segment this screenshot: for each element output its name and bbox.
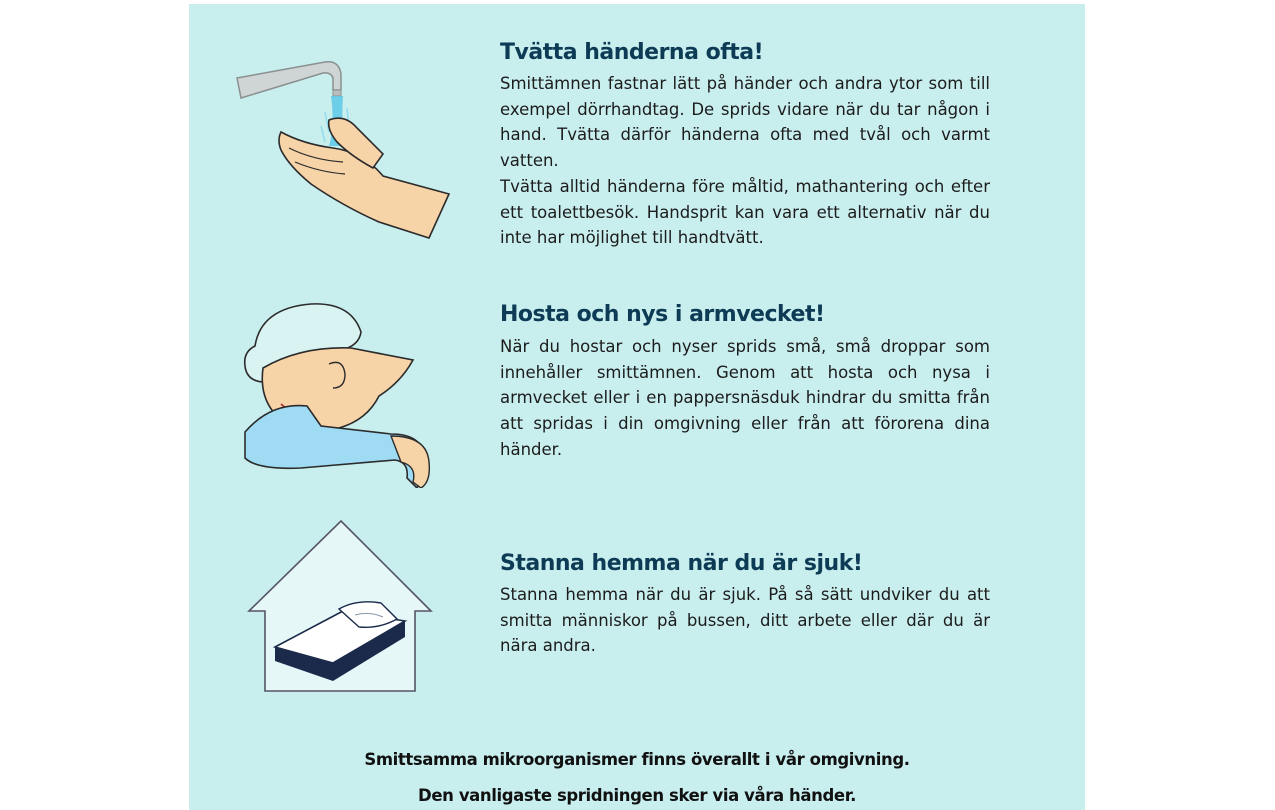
section-title-sneeze: Hosta och nys i armvecket! <box>500 302 825 327</box>
footer-line-2: Den vanligaste spridningen sker via våra händer. <box>418 786 856 805</box>
section-body-handwashing-2: Tvätta alltid händerna före måltid, mathantering och efter ett toalettbesök. Handsprit kan vara ett alternativ när du inte har möjlighet till handtvätt. <box>500 177 990 248</box>
house-with-bed-icon <box>247 519 433 695</box>
section-title-stay-home: Stanna hemma när du är sjuk! <box>500 551 863 576</box>
section-body-handwashing-1: Smittämnen fastnar lätt på händer och andra ytor som till exempel dörrhandtag. De sprids vidare när du tar någon i hand. Tvätta därför händerna ofta med tvål och varmt vatten. <box>500 74 990 171</box>
section-body-stay-home: Stanna hemma när du är sjuk. På så sätt undviker du att smitta människor på bussen, ditt arbete eller där du är nära andra. <box>500 585 990 656</box>
hand-washing-icon <box>233 56 453 241</box>
hygiene-poster <box>189 4 1085 810</box>
section-body-sneeze: När du hostar och nyser sprids små, små droppar som innehåller smittämnen. Genom att hosta och nysa i armvecket eller i en pappersnäsduk hindrar du smitta från att spridas i din omgivning eller från att förorena dina händer. <box>500 337 990 459</box>
section-title-handwashing: Tvätta händerna ofta! <box>500 40 764 65</box>
sneeze-in-elbow-icon <box>241 302 446 488</box>
footer-line-1: Smittsamma mikroorganismer finns överallt i vår omgivning. <box>364 750 910 769</box>
